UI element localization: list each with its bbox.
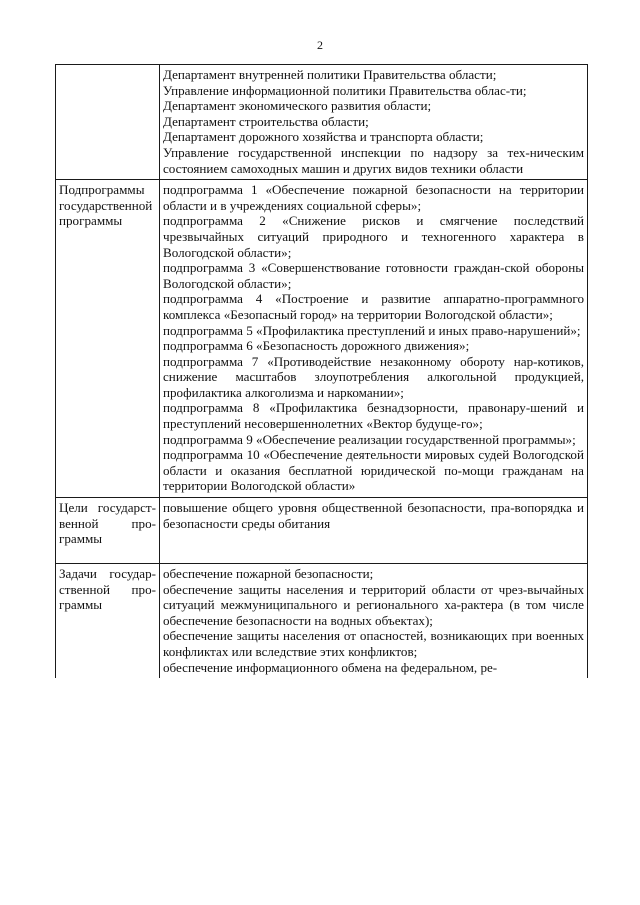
table-row-goals: [56, 498, 588, 564]
subprogram-item-4: подпрограмма 4 «Построение и развитие аппаратно-программного комплекса «Безопасный город» на территории Вологодской области»;: [163, 291, 584, 322]
content-line: обеспечение пожарной безопасности;: [163, 566, 374, 582]
row-content-cell: [160, 564, 588, 679]
content-line: обеспечение защиты населения от опасностей, возникающих при военных конфликтах или вследствие этих конфликтов;: [163, 628, 584, 659]
subprogram-item-2: подпрограмма 2 «Снижение рисков и смягчение последствий чрезвычайных ситуаций природного и техногенного характера в Вологодской области»;: [163, 213, 584, 260]
content-line: Управление информационной политики Правительства облас-ти;: [163, 82, 527, 98]
row-content-cell: [160, 180, 588, 498]
content-line: Департамент внутренней политики Правительства области;: [163, 67, 497, 82]
content-line: Управление государственной инспекции по надзору за тех-ническим состоянием самоходных машин и других видов техники области: [163, 144, 584, 176]
subprogram-item-9: подпрограмма 9 «Обеспечение реализации государственной программы»;: [163, 431, 576, 447]
content-line: обеспечение защиты населения и территорий области от чрез-вычайных ситуаций межмуниципального и регионального ха-рактера (в том числе обеспечение безопасности на водных объектах);: [163, 581, 584, 628]
subprogram-item-10: подпрограмма 10 «Обеспечение деятельности мировых судей Вологодской области и оказания бесплатной юридической по-мощи гражданам на территории Вологодской области»: [163, 447, 584, 494]
subprogram-item-1: подпрограмма 1 «Обеспечение пожарной безопасности на территории области и в учреждениях социальной сферы»;: [163, 182, 584, 213]
content-line: Департамент дорожного хозяйства и транспорта области;: [163, 129, 484, 145]
row-label-cell: [56, 180, 160, 498]
subprogram-item-5: подпрограмма 5 «Профилактика преступлений и иных право-нарушений»;: [163, 322, 581, 338]
subprogram-item-3: подпрограмма 3 «Совершенствование готовности граждан-ской обороны Вологодской области»;: [163, 260, 584, 291]
subprogram-item-6: подпрограмма 6 «Безопасность дорожного движения»;: [163, 338, 470, 354]
content-line: Департамент экономического развития области;: [163, 98, 432, 114]
page-number: 2: [317, 38, 323, 52]
subprogram-item-8: подпрограмма 8 «Профилактика безнадзорности, правонару-шений и преступлений несовершеннолетних «Вектор будуще-го»;: [163, 400, 584, 432]
row-label-cell: [56, 65, 160, 180]
table-row-executors: [56, 65, 588, 180]
row-label-cell: [56, 564, 160, 679]
row-label-cell: [56, 498, 160, 564]
row-content-cell: [160, 498, 588, 564]
row-content-cell: [160, 65, 588, 180]
program-passport-table: [55, 64, 588, 678]
table-row-subprograms: [56, 180, 588, 498]
row-label: Подпрограммы государственной программы: [59, 182, 153, 229]
content-line: повышение общего уровня общественной безопасности, пра-вопорядка и безопасности среды обитания: [163, 500, 584, 531]
content-line: Департамент строительства области;: [163, 113, 369, 129]
subprogram-item-7: подпрограмма 7 «Противодействие незаконному обороту нар-котиков, снижение масштабов злоупотребления алкогольной продукцией, профилактика алкоголизма и наркомании»;: [163, 353, 584, 400]
content-line: обеспечение информационного обмена на федеральном, ре-: [163, 659, 498, 675]
table-row-tasks: [56, 564, 588, 679]
row-label: Задачи государ-ственной про-граммы: [59, 566, 156, 613]
row-label: Цели государст-венной про-граммы: [59, 500, 156, 547]
